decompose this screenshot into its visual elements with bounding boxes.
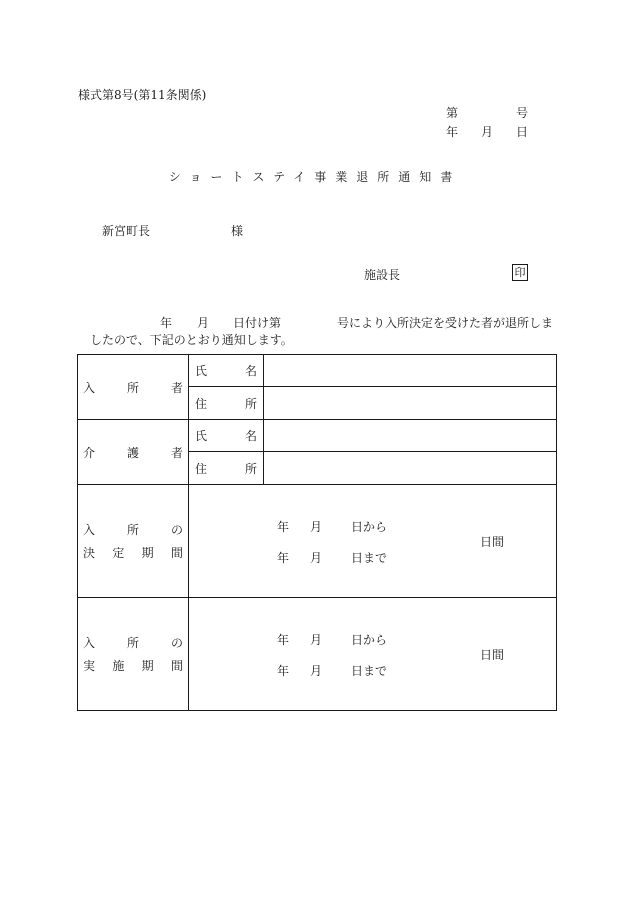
body-text-line2: したので、下記のとおり通知します。	[90, 333, 293, 347]
document-number	[446, 104, 528, 121]
document-title: ショートステイ事業退所通知書	[168, 170, 462, 184]
decision-period-from: 年 月 日から	[277, 520, 387, 534]
resident-name-label: 氏 名	[189, 355, 264, 387]
seal-mark: 印	[512, 264, 528, 281]
form-number: 様式第8号(第11条関係)	[78, 88, 207, 102]
body-day-dated: 日付け第	[233, 316, 282, 330]
decision-period-header: 入 所 の 決 定 期 間	[78, 485, 189, 598]
resident-header: 入 所 者	[78, 355, 189, 420]
caregiver-name-label: 氏 名	[189, 420, 264, 452]
body-text: 号により入所決定を受けた者が退所しま	[337, 316, 554, 330]
resident-name-field[interactable]	[264, 355, 557, 387]
body-month: 月	[197, 316, 210, 330]
addressee-name: 新宮町長	[102, 224, 151, 238]
resident-address-field[interactable]	[264, 387, 557, 420]
actual-period-to: 年 月 日まで	[277, 664, 387, 678]
actual-period-from: 年 月 日から	[277, 633, 387, 647]
decision-period-field[interactable]	[189, 485, 557, 598]
caregiver-name-field[interactable]	[264, 420, 557, 452]
document-date	[446, 123, 528, 140]
date-day: 日	[515, 125, 528, 139]
caregiver-address-field[interactable]	[264, 452, 557, 485]
doc-number-suffix: 号	[515, 106, 528, 120]
decision-period-to: 年 月 日まで	[277, 551, 387, 565]
caregiver-address-label: 住 所	[189, 452, 264, 485]
resident-address-label: 住 所	[189, 387, 264, 420]
body-year: 年	[160, 316, 173, 330]
notice-table	[77, 354, 557, 711]
date-year: 年	[446, 125, 459, 139]
actual-period-header: 入 所 の 実 施 期 間	[78, 598, 189, 711]
facility-director-label: 施設長	[364, 268, 401, 282]
actual-period-field[interactable]	[189, 598, 557, 711]
doc-number-prefix: 第	[446, 106, 459, 120]
caregiver-header: 介 護 者	[78, 420, 189, 485]
decision-period-days: 日間	[480, 535, 505, 549]
addressee-honorific: 様	[231, 224, 244, 238]
actual-period-days: 日間	[480, 648, 505, 662]
date-month: 月	[480, 125, 493, 139]
